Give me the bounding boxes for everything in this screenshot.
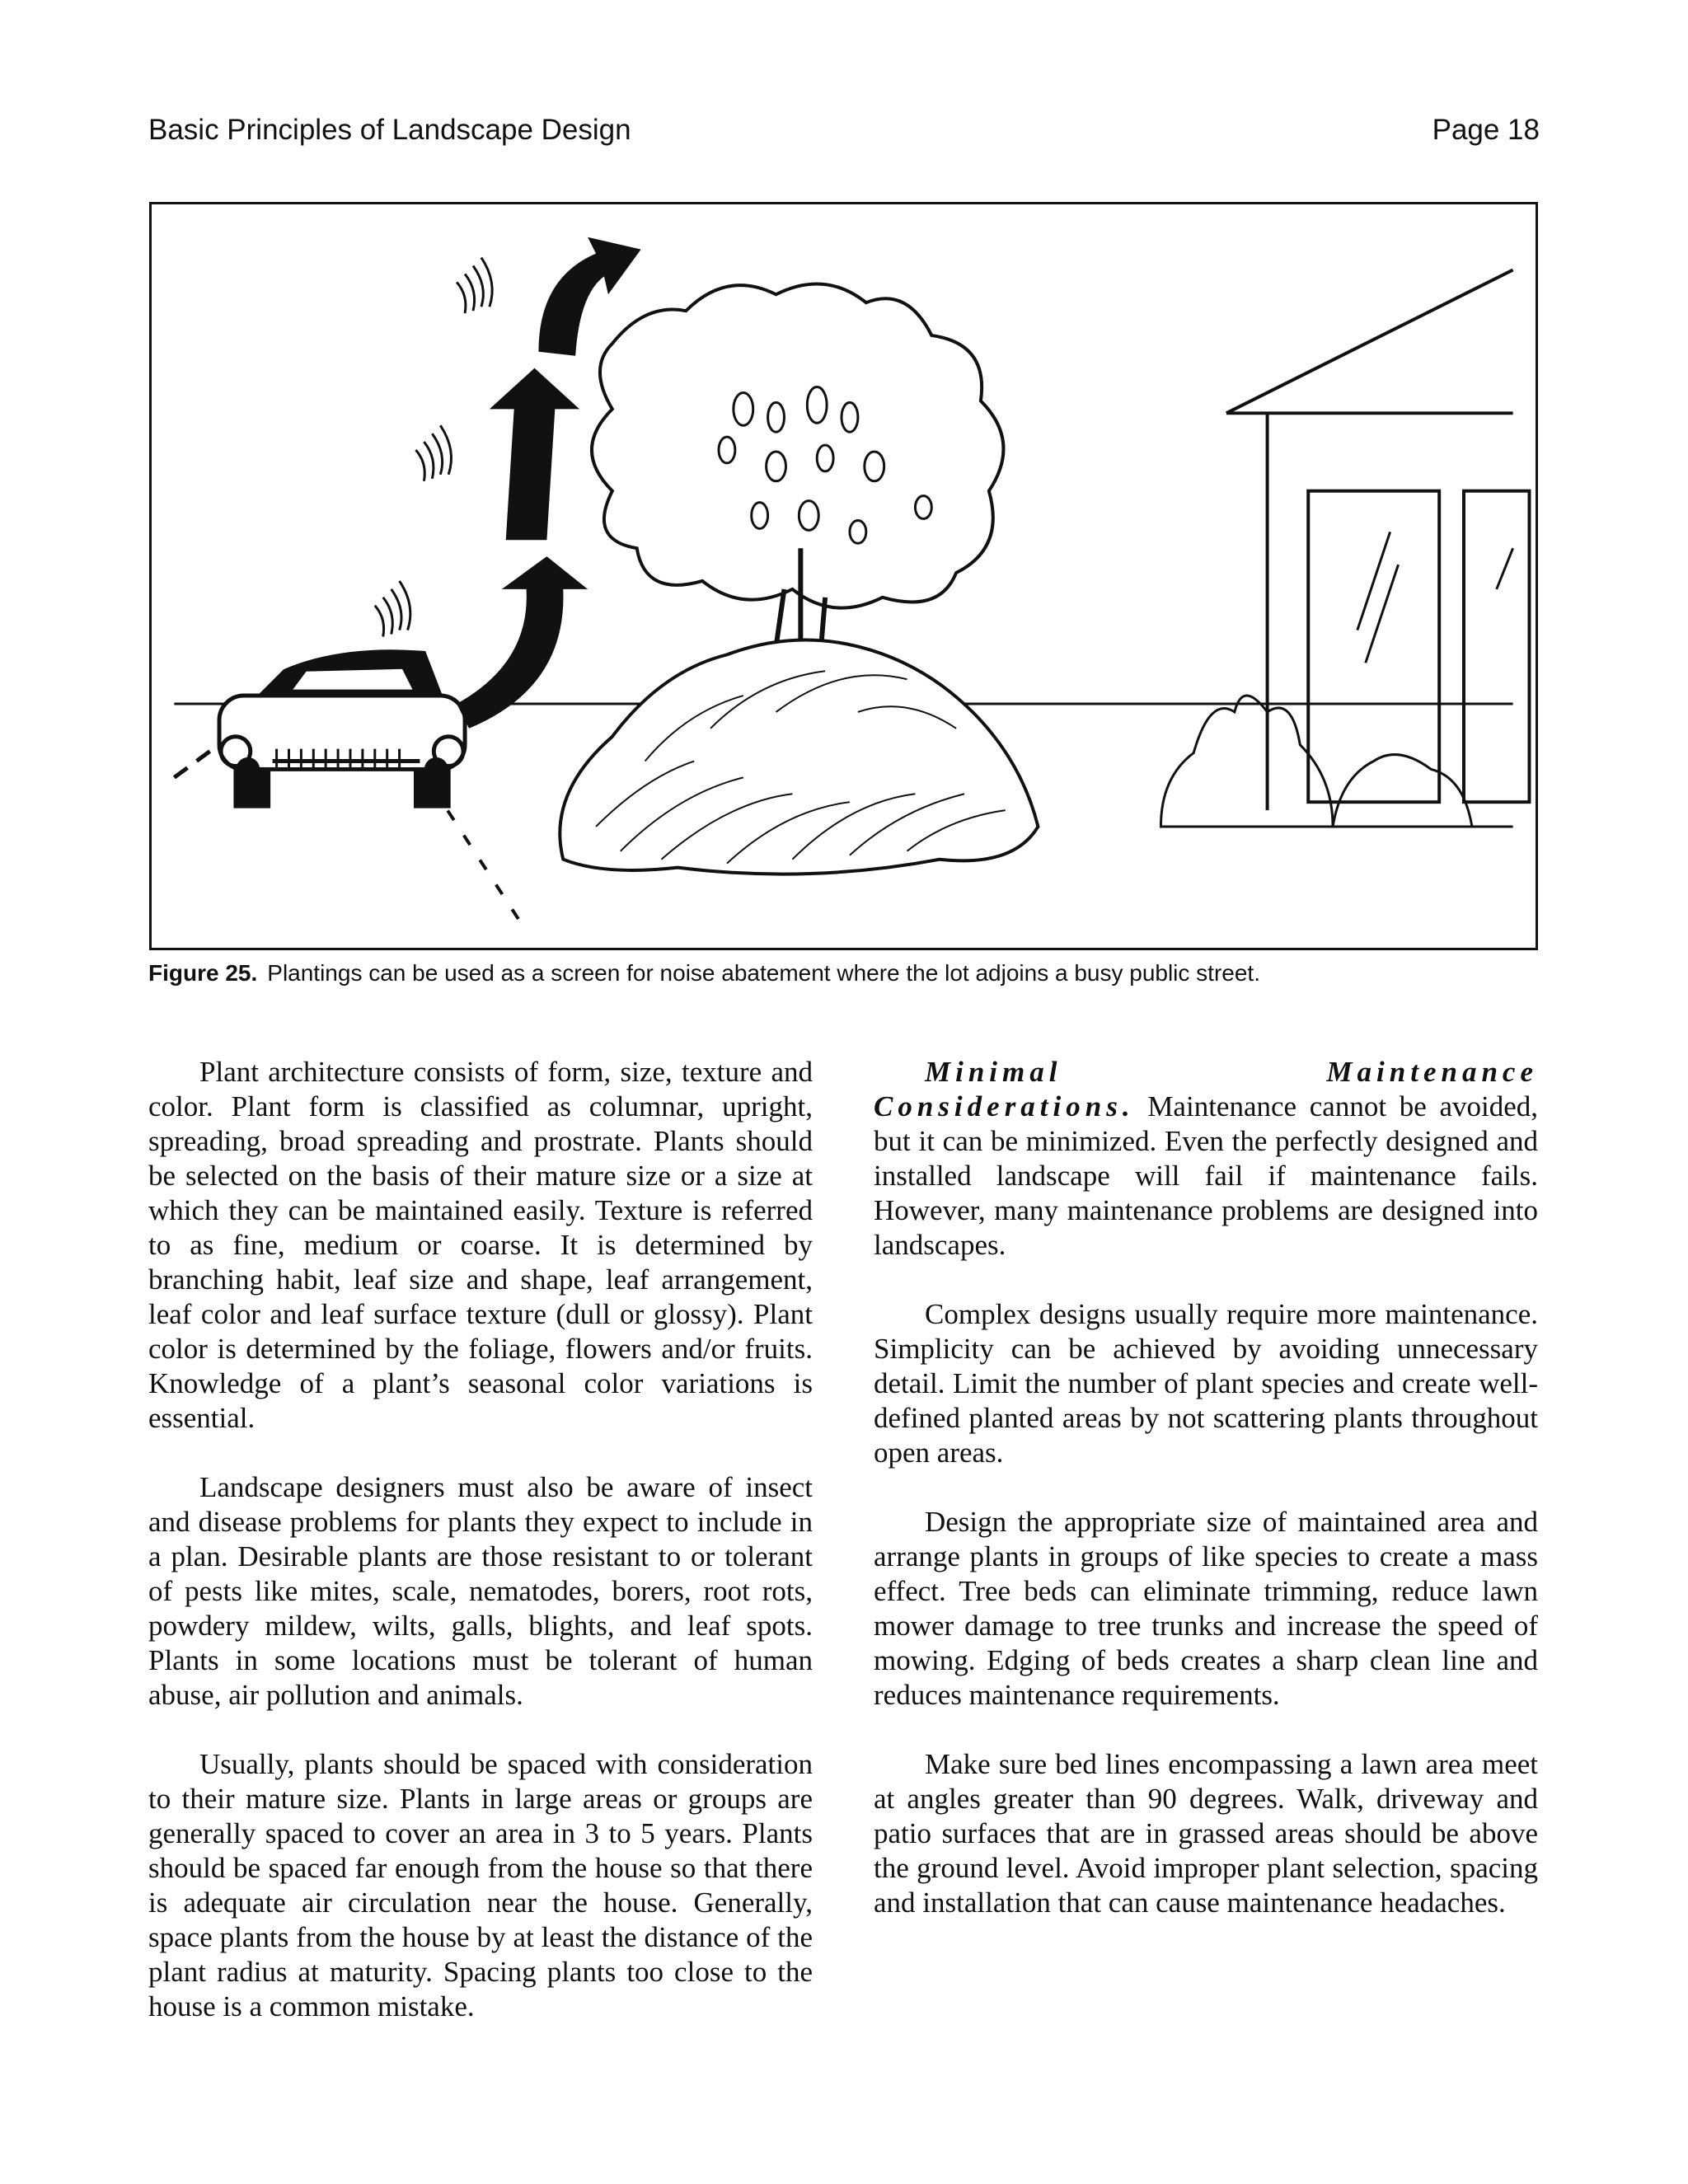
sound-wave-icon [375,258,492,637]
page-header [148,114,1540,155]
paragraph-simplicity: Complex designs usually require more maintenance. Simplicity can be achieved by avoiding unnecessary detail. Limit the number of plant species and create well-defined planted areas by not scattering plants throughout open areas. [874,1298,1538,1469]
figure-caption [148,960,1550,987]
paragraph-mass-effect: Design the appropriate size of maintained area and arrange plants in groups of like species to create a mass effect. Tree beds can eliminate trimming, reduce lawn mower damage to tree trunks and increase the speed of mowing. Edging of beds creates a sharp clean line and reduces maintenance requirements. [874,1506,1538,1711]
section-heading: Minimal Maintenance Considerations. [874,1056,1538,1122]
paragraph-plant-architecture: Plant architecture consists of form, size, texture and color. Plant form is classified as columnar, upright, spreading, broad spreading and prostrate. Plants should be selected on the basis of their mature size or a size at which they can be maintained easily. Texture is referred to as fine, medium or coarse. It is determined by branching habit, leaf size and shape, leaf arrangement, leaf color and leaf surface texture (dull or glossy). Plant color is determined by the foliage, flowers and/or fruits. Knowledge of a plant’s seasonal color variations is essential. [148,1056,813,1434]
tree-canopy [592,284,1003,608]
house-icon [1226,269,1530,810]
shrub-mass [560,640,1038,874]
tree-leaves [719,387,931,544]
right-column [874,1055,1538,1955]
arrow-icon [457,237,641,729]
figure-caption-text: Plantings can be used as a screen for noise abatement where the lot adjoins a busy public street. [267,960,1260,986]
page-number: Page 18 [1432,114,1540,146]
paragraph-pests: Landscape designers must also be aware of insect and disease problems for plants they expect to include in a plan. Desirable plants are those resistant to or tolerant of pests like mites, scale, nematodes, borers, root rots, powdery mildew, wilts, galls, blights, and leaf spots. Plants in some locations must be tolerant of human abuse, air pollution and animals. [148,1471,813,1711]
document-title: Basic Principles of Landscape Design [148,114,631,146]
paragraph-bed-lines: Make sure bed lines encompassing a lawn area meet at angles greater than 90 degrees. Walk, driveway and patio surfaces that are in grassed areas should be above the ground level. Avoid improper plant selection, spacing and installation that can cause maintenance headaches. [874,1748,1538,1919]
figure-label: Figure 25. [148,960,258,986]
paragraph-maintenance-intro [874,1055,1538,1263]
tree-trunk [776,548,826,646]
noise-screen-drawing [152,204,1536,948]
paragraph-spacing: Usually, plants should be spaced with consideration to their mature size. Plants in large areas or groups are generally spaced to cover an area in 3 to 5 years. Plants should be spaced far enough from the house so that there is adequate air circulation near the house. Generally, space plants from the house by at least the distance of the plant radius at maturity. Spacing plants too close to the house is a common mistake. [148,1748,813,2022]
small-shrub-2 [1333,755,1472,827]
figure-illustration [149,202,1538,950]
car-icon [219,652,465,806]
maintenance-intro-text: Maintenance cannot be avoided, but it can be minimized. Even the perfectly designed and installed landscape will fail if maintenance fails. However, many maintenance problems are designed into landscapes. [874,1090,1539,1261]
left-column [148,1055,813,2059]
